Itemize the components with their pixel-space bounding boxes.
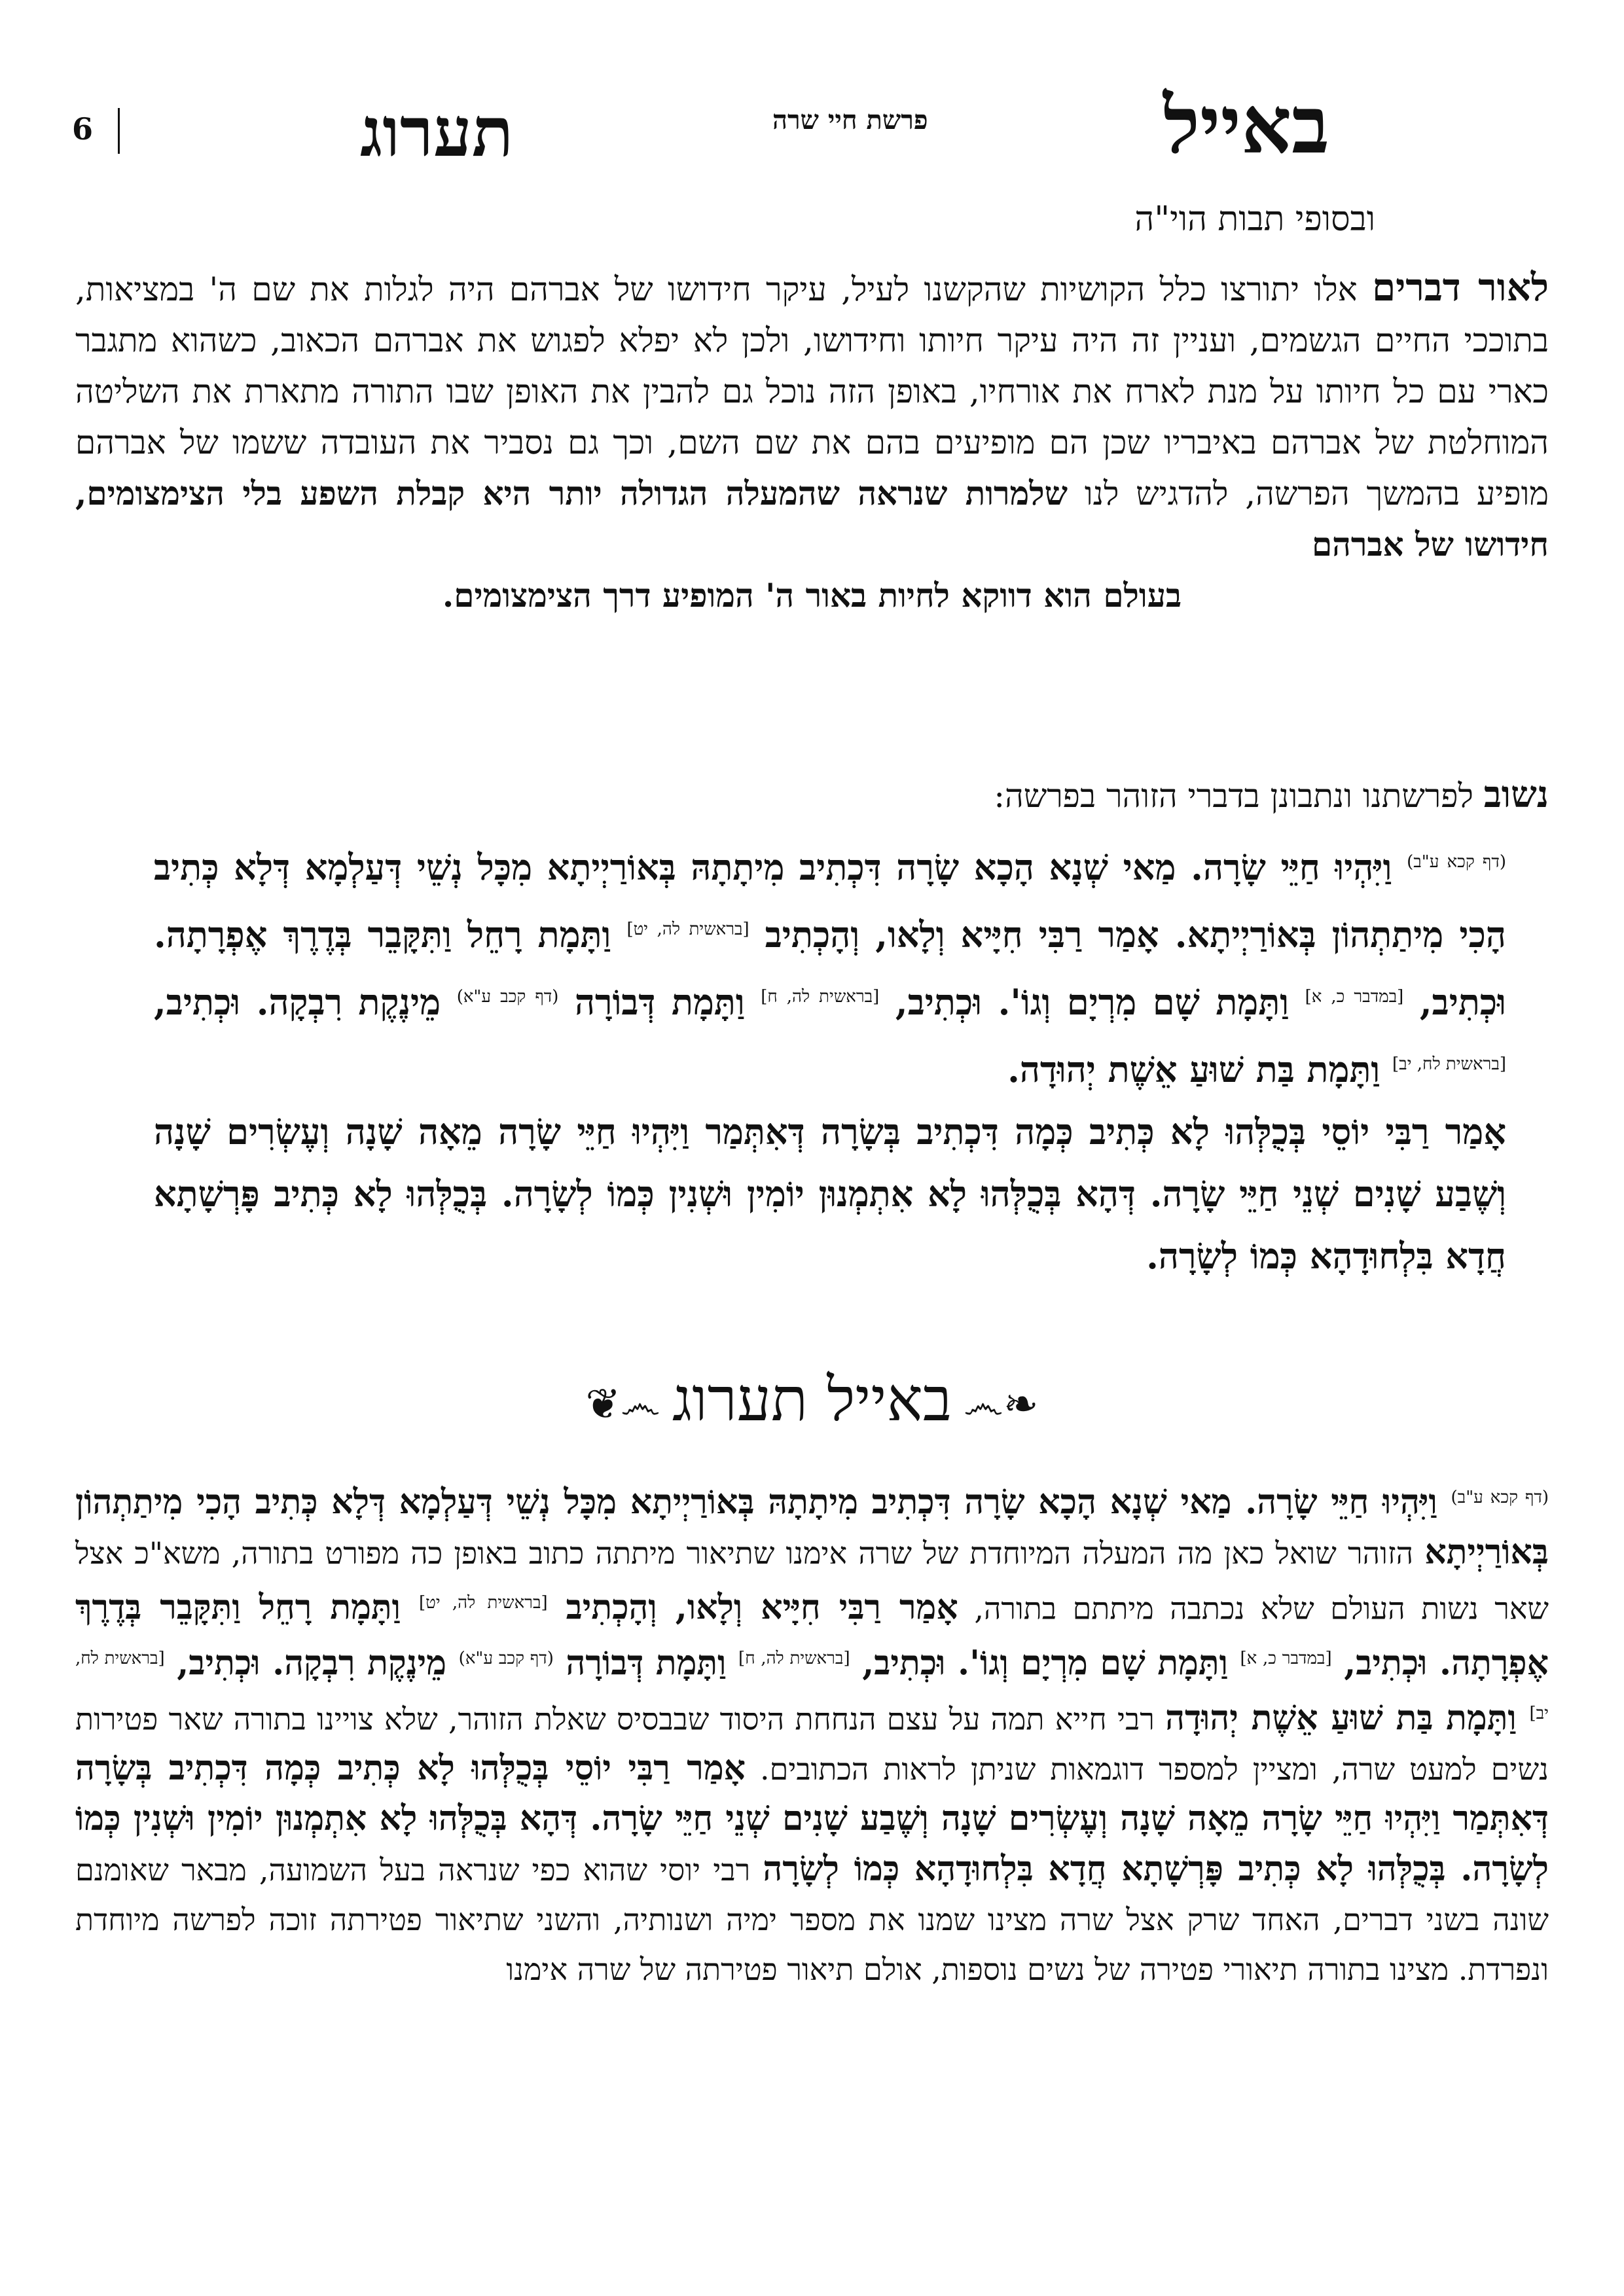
quote-ref: (דף קכא ע"ב) [1407,852,1506,872]
commentary [75,1473,1549,1994]
page-header [72,79,1552,190]
quote-ref: [בראשית לח, יב] [1392,1054,1506,1074]
intro-paragraph [75,262,1549,621]
commentary-quote: וַיִּהְיוּ חַיֵּי שָׂרָה. מַאי שְׁנָא הָכָא שָׂרָה דִּכְתִיב מִיתָתָהּ בְּאוֹרַיְיתָא מִכָּל נְשֵׁי דְּעַלְמָא דְּלָא כְּתִיב הָכִי מִיתַתְהוֹן בְּאוֹרַיְיתָא [75,1482,1549,1573]
zohar-quote [154,831,1506,1287]
section-title-text: באייל תערוג [672,1365,952,1435]
commentary-text: הזוהר שואל כאן מה המעלה המיוחדת של שרה אימנו שתיאור מיתתה כתוב באופן כה מפורט בתורה, משא"כ אצל שאר נשות העולם שלא נכתבה מיתתם בתורה, [75,1535,1549,1626]
quote-text: וַיִּהְיוּ חַיֵּי שָׂרָה. מַאי שְׁנָא הָכָא שָׂרָה דִּכְתִיב מִיתָתָהּ בְּאוֹרַיְיתָא מִכָּל נְשֵׁי דְּעַלְמָא דְּלָא כְּתִיב הָכִי מִיתַתְהוֹן בְּאוֹרַיְיתָא. אָמַר רַבִּי חִיָּיא וְלָאו, וְהָכְתִיב [154,846,1506,956]
quote-text: וַתָּמָת דְּבוֹרָה [558,981,761,1023]
commentary-ref: (דף קכב ע"א) [458,1648,554,1668]
quote-text: אָמַר רַבִּי יוֹסֵי בְּכֻלְּהוּ לָא כְּתִיב כְּמָה דִּכְתִיב בְּשָׂרָה דְּאִתְּמַר וַיִּהְיוּ חַיֵּי שָׂרָה מֵאָה שָׁנָה וְעֶשְׂרִים שָׁנָה וְשֶׁבַע שָׁנִים שְׁנֵי חַיֵּי שָׂרָה. דְּהָא בְּכֻלְּהוּ לָא אִתְמְנוּן יוֹמִין וּשְׁנִין כְּמוֹ לְשָׂרָה. בְּכֻלְּהוּ לָא כְּתִיב פָּרְשָׁתָא חֲדָא בִּלְחוּדָהָא כְּמוֹ לְשָׂרָה. [154,1111,1506,1277]
quote-ref: (דף קכב ע"א) [456,987,559,1007]
commentary-quote: וַתָּמָת שָׁם מִרְיָם וְגוֹ'. וּכְתִיב, [850,1642,1240,1683]
commentary-quote: אָמַר רַבִּי חִיָּיא וְלָאו, וְהָכְתִיב [547,1587,958,1628]
flourish-ornament-icon: ෴❦ [585,1380,660,1429]
quote-ref: [בראשית לה, ח] [761,987,880,1007]
commentary-quote: וַתָּמָת רָחֵל וַתִּקָּבֵר בְּדֶרֶךְ אֶפְרָתָה. וּכְתִיב, [75,1587,1549,1683]
return-text: לפרשתנו ונתבונן בדברי הזוהר בפרשה: [994,777,1484,815]
commentary-quote: מֵינֶקֶת רִבְקָה. וּכְתִיב, [164,1642,459,1683]
section-title [0,1365,1624,1435]
commentary-ref: (דף קכא ע"ב) [1451,1488,1549,1507]
commentary-text: רבי חייא תמה על עצם הנחחת היסוד שבבסיס שאלת הזוהר, שלא צויינו בתורה שאר פטירות נשים למעט שרה, ומציין למספר דוגמאות שניתן לראות הכתובים. [75,1701,1549,1787]
quote-ref: [בראשית לה, יט] [626,920,749,939]
header-divider [118,108,120,154]
header-title-left: תערוג [360,92,514,172]
quote-ref: [במדבר כ, א] [1305,987,1404,1007]
commentary-quote: וַתָּמָת בַּת שׁוּעַ אֵשֶׁת יְהוּדָה [1165,1698,1530,1738]
quote-text: וַתָּמָת רָחֵל וַתִּקָּבֵר בְּדֶרֶךְ אֶפְרָתָה. וּכְתִיב, [154,914,1507,1023]
intro-lead: לאור דברים [1371,265,1549,310]
quote-text: וַתָּמָת שָׁם מִרְיָם וְגוֹ'. וּכְתִיב, [879,981,1305,1023]
commentary-ref: [בראשית לח, יב] [75,1648,1549,1723]
quote-text: מֵינֶקֶת רִבְקָה. וּכְתִיב, [154,981,457,1023]
intro-bold: שלמרות שנראה שהמעלה הגדולה יותר היא קבלת השפע בלי הצימצומים, חידושו של אברהם [75,474,1549,564]
commentary-ref: [במדבר כ, א] [1240,1648,1332,1668]
intro-conclusion: בעולם הוא דווקא לחיות באור ה' המופיע דרך הצימצומים. [442,576,1182,615]
commentary-text: רבי יוסי שהוא כפי שנראה בעל השמועה, מבאר שאומנם שונה בשני דברים, האחד שרק אצל שרה מצינו שמנו את מספר ימיה ושנותיה, והשני שתיאור פטירתה זוכה לפרשה מיוחדת ונפרדת. מצינו בתורה תיאורי פטירה של נשים נוספות, אולם תיאור פטירתה של שרה אימנו [75,1852,1549,1988]
intro-text: אלו יתורצו כלל הקושיות שהקשנו לעיל, עיקר חידושו של אברהם היה לגלות את שם ה' במציאות, בתוככי החיים הגשמים, ועניין זה היה עיקר חיותו וחידושו, ולכן לא יפלא לפגוש את אברהם הכאוב, כשהוא מתגבר כארי עם כל חיותו על מנת לארח את אורחיו, באופן הזה נוכל גם להבין את האופן שבו התורה מתארת את השליטה המוחלטת של אברהם באיבריו שכן הם מופיעים בהם את שם השם, וכך גם נסביר את העובדה ששמו של אברהם מופיע בהמשך הפרשה, להדגיש לנו [75,270,1549,512]
parsha-name: פרשת חיי שרה [772,105,928,135]
header-title-right: באייל [1163,79,1329,171]
return-lead: נשוב [1483,773,1549,816]
commentary-quote: אָמַר רַבִּי יוֹסֵי בְּכֻלְּהוּ לָא כְּתִיב כְּמָה דִּכְתִיב בְּשָׂרָה דְּאִתְּמַר וַיִּהְיוּ חַיֵּי שָׂרָה מֵאָה שָׁנָה וְעֶשְׂרִים שָׁנָה וְשֶׁבַע שָׁנִים שְׁנֵי חַיֵּי שָׂרָה. דְּהָא בְּכֻלְּהוּ לָא אִתְמְנוּן יוֹמִין וּשְׁנִין כְּמוֹ לְשָׂרָה. בְּכֻלְּהוּ לָא כְּתִיב פָּרְשָׁתָא חֲדָא בִּלְחוּדָהָא כְּמוֹ לְשָׂרָה [75,1748,1549,1890]
quote-text: וַתָּמָת בַּת שׁוּעַ אֵשֶׁת יְהוּדָה. [1007,1049,1393,1090]
flourish-ornament-icon: ❧෴ [964,1380,1039,1429]
commentary-ref: [בראשית לה, יט] [419,1593,548,1613]
return-paragraph [75,769,1549,821]
commentary-ref: [בראשית לה, ח] [738,1648,850,1668]
commentary-quote: וַתָּמָת דְּבוֹרָה [553,1642,739,1683]
page-number: 6 [72,111,94,147]
subtitle: ובסופי תבות הוי"ה [1134,200,1375,239]
